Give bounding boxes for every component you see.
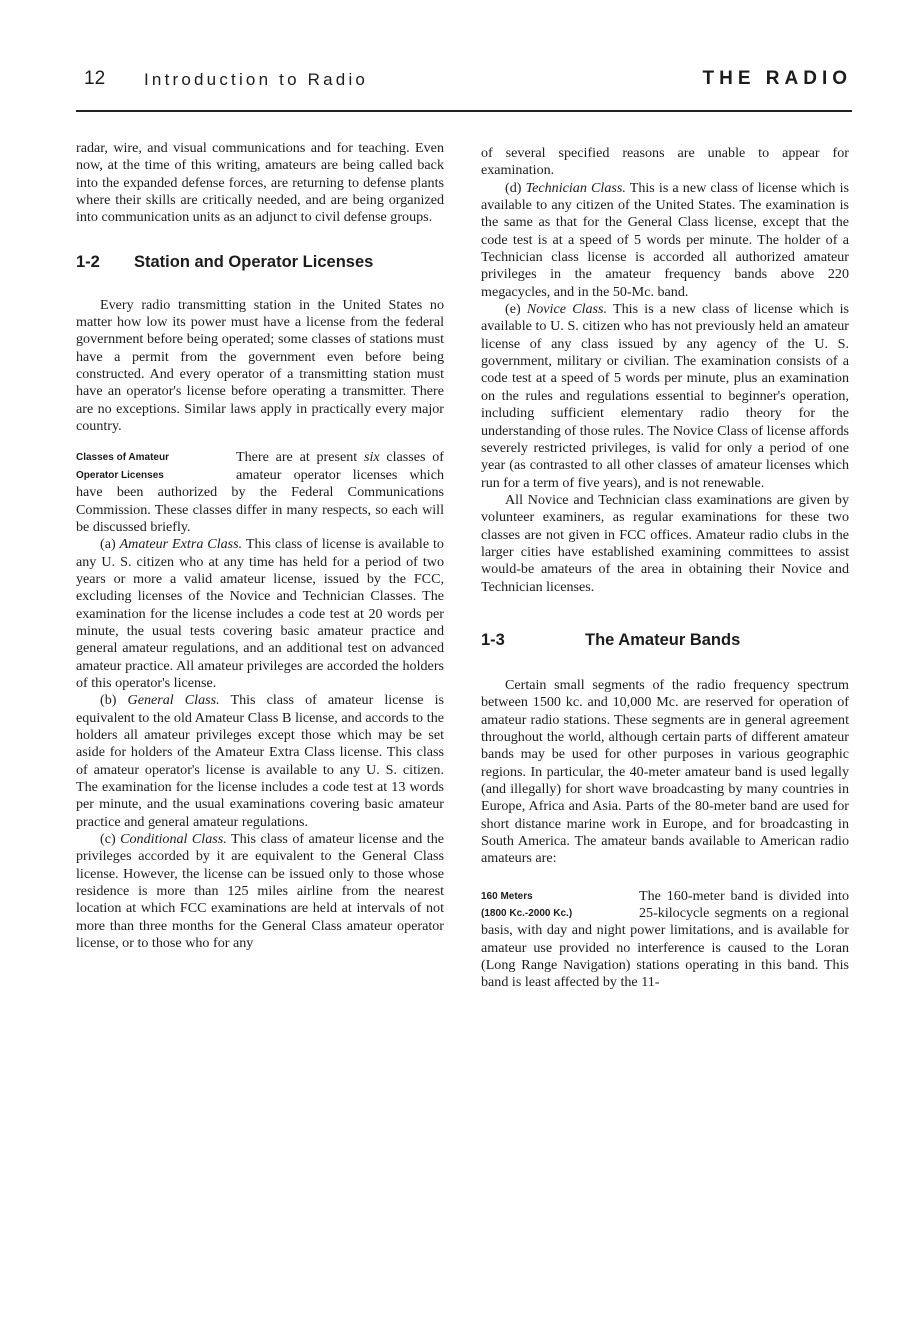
left-column — [76, 140, 444, 952]
paragraph-continued: of several specified reasons are unable to appear for examination. — [481, 145, 849, 179]
sidehead-line: (1800 Kc.-2000 Kc.) — [481, 908, 573, 920]
paragraph-licenses: Every radio transmitting station in the United States no matter how low its power must have a license from the federal government before being operated; some classes of stations must have a permit from the government even before being constructed. And every operator of a transmitting station must have an operator's license before operating a transmitter. There are no exceptions. Similar laws apply in practically every major country. — [76, 296, 444, 435]
running-head: THE RADIO — [702, 68, 852, 89]
chapter-title: Introduction to Radio — [144, 70, 369, 89]
section-title: Station and Operator Licenses — [134, 252, 374, 271]
paragraph-defense: radar, wire, and visual communications and for teaching. Even now, at the time of this writing, amateurs are being called back into the expanded defense forces, are returning to defense plants where their skills are critically needed, and are being organized into communication units as an adjunct to civil defense groups. — [76, 140, 444, 226]
paragraph-novice: (e) Novice Class. This is a new class of license which is available to U. S. citizen who has not previously held an amateur license of any class issued by any agency of the U. S. government, military or civilian. The examination consists of a code test at a speed of 5 words per minute, plus an examination on the rules and regulations essential to beginner's operation, including sufficient elementary radio theory for the understanding of those rules. The Novice Class of license affords severely restricted privileges, is valid for only a period of one year (as contrasted to all other classes of amateur licenses which run for a term of five years), and is not renewable. — [481, 301, 849, 491]
sidehead-classes — [76, 449, 236, 484]
page-number: 12 — [84, 68, 106, 89]
section-title: The Amateur Bands — [585, 630, 741, 649]
section-heading-1-2 — [76, 252, 444, 272]
sidehead-160-meters — [481, 888, 639, 923]
section-number: 1-3 — [481, 630, 505, 649]
class-title: General Class. — [127, 692, 220, 709]
header-rule — [76, 110, 852, 112]
class-title: Technician Class. — [525, 179, 626, 196]
section-number: 1-2 — [76, 252, 100, 271]
section-heading-1-3 — [481, 630, 849, 650]
emphasis-six: six — [363, 449, 380, 466]
sidehead-line: Classes of Amateur — [76, 452, 169, 464]
paragraph-amateur-extra: (a) Amateur Extra Class. This class of license is available to any U. S. citizen who at any time has held for a period of two years or more a valid amateur license, issued by the FCC, excluding licenses of the Novice and Technician Classes. The examination for the license includes a code test at 20 words per minute, the usual tests covering basic amateur practice and general amateur regulations, and an additional test on advanced amateur practice. All amateur privileges are accorded the holders of this operator's license. — [76, 536, 444, 691]
class-title: Novice Class. — [526, 301, 608, 318]
right-column — [481, 145, 849, 992]
sidehead-line: Operator Licenses — [76, 469, 164, 481]
page-header — [76, 68, 852, 100]
paragraph-160-meters: 160 Meters (1800 Kc.-2000 Kc.) The 160-meter band is divided into 25-kilocycle segments on a regional basis, with day and night power limitations, and is available for amateur use provided no interference is caused to the Loran (Long Range Navigation) stations operating in this band. This band is least affected by the 11- — [481, 887, 849, 991]
paragraph-amateur-bands: Certain small segments of the radio frequency spectrum between 1500 kc. and 10,000 Mc. are reserved for operation of amateur radio stations. These segments are in general agreement throughout the world, although certain parts of different amateur bands may be used for other purposes in various geographic regions. In particular, the 40-meter amateur band is used legally (and illegally) for short wave broadcasting by many countries in Europe, Africa and Asia. Parts of the 80-meter band are used for short distance marine work in Europe, and for broadcasting in South America. The amateur bands available to American radio amateurs are: — [481, 676, 849, 867]
paragraph-classes: Classes of Amateur Operator Licenses There are at present six classes of amateur operator licenses which have been authorized by the Federal Communications Commission. These classes differ in many respects, so each will be discussed briefly. — [76, 449, 444, 535]
sidehead-line: 160 Meters — [481, 890, 533, 902]
class-title: Conditional Class. — [120, 831, 227, 848]
paragraph-conditional: (c) Conditional Class. This class of amateur license and the privileges accorded by it are equivalent to the General Class license. However, the license can be issued only to those whose residence is more than 125 miles airline from the nearest location at which FCC examinations are held at intervals of not more than three months for the General Class amateur operator license, or to those who for any — [76, 831, 445, 952]
paragraph-technician: (d) Technician Class. This is a new class of license which is available to any citizen of the United States. The examination is the same as that for the General Class license, except that the code test is at a speed of 5 words per minute. The holder of a Technician class license is accorded all authorized amateur privileges in the amateur frequency bands above 220 megacycles, and in the 50-Mc. band. — [481, 179, 849, 300]
paragraph-examinations: All Novice and Technician class examinations are given by volunteer examiners, as regular examinations for these two classes are not given in FCC offices. Amateur radio clubs in the larger cities have established examining committees to assist would-be amateurs of the area in obtaining their Novice and Technician licenses. — [481, 491, 849, 595]
class-title: Amateur Extra Class. — [119, 536, 243, 553]
paragraph-general: (b) General Class. This class of amateur license is equivalent to the old Amateur Class B license, and accords to the holders all amateur privileges except those which may be set aside for holders of the Amateur Extra Class license. This class of amateur operator's license is available to any U. S. citizen. The examination for the license includes a code test at 13 words per minute, and the usual examinations covering basic amateur practice and general amateur regulations. — [76, 692, 444, 830]
